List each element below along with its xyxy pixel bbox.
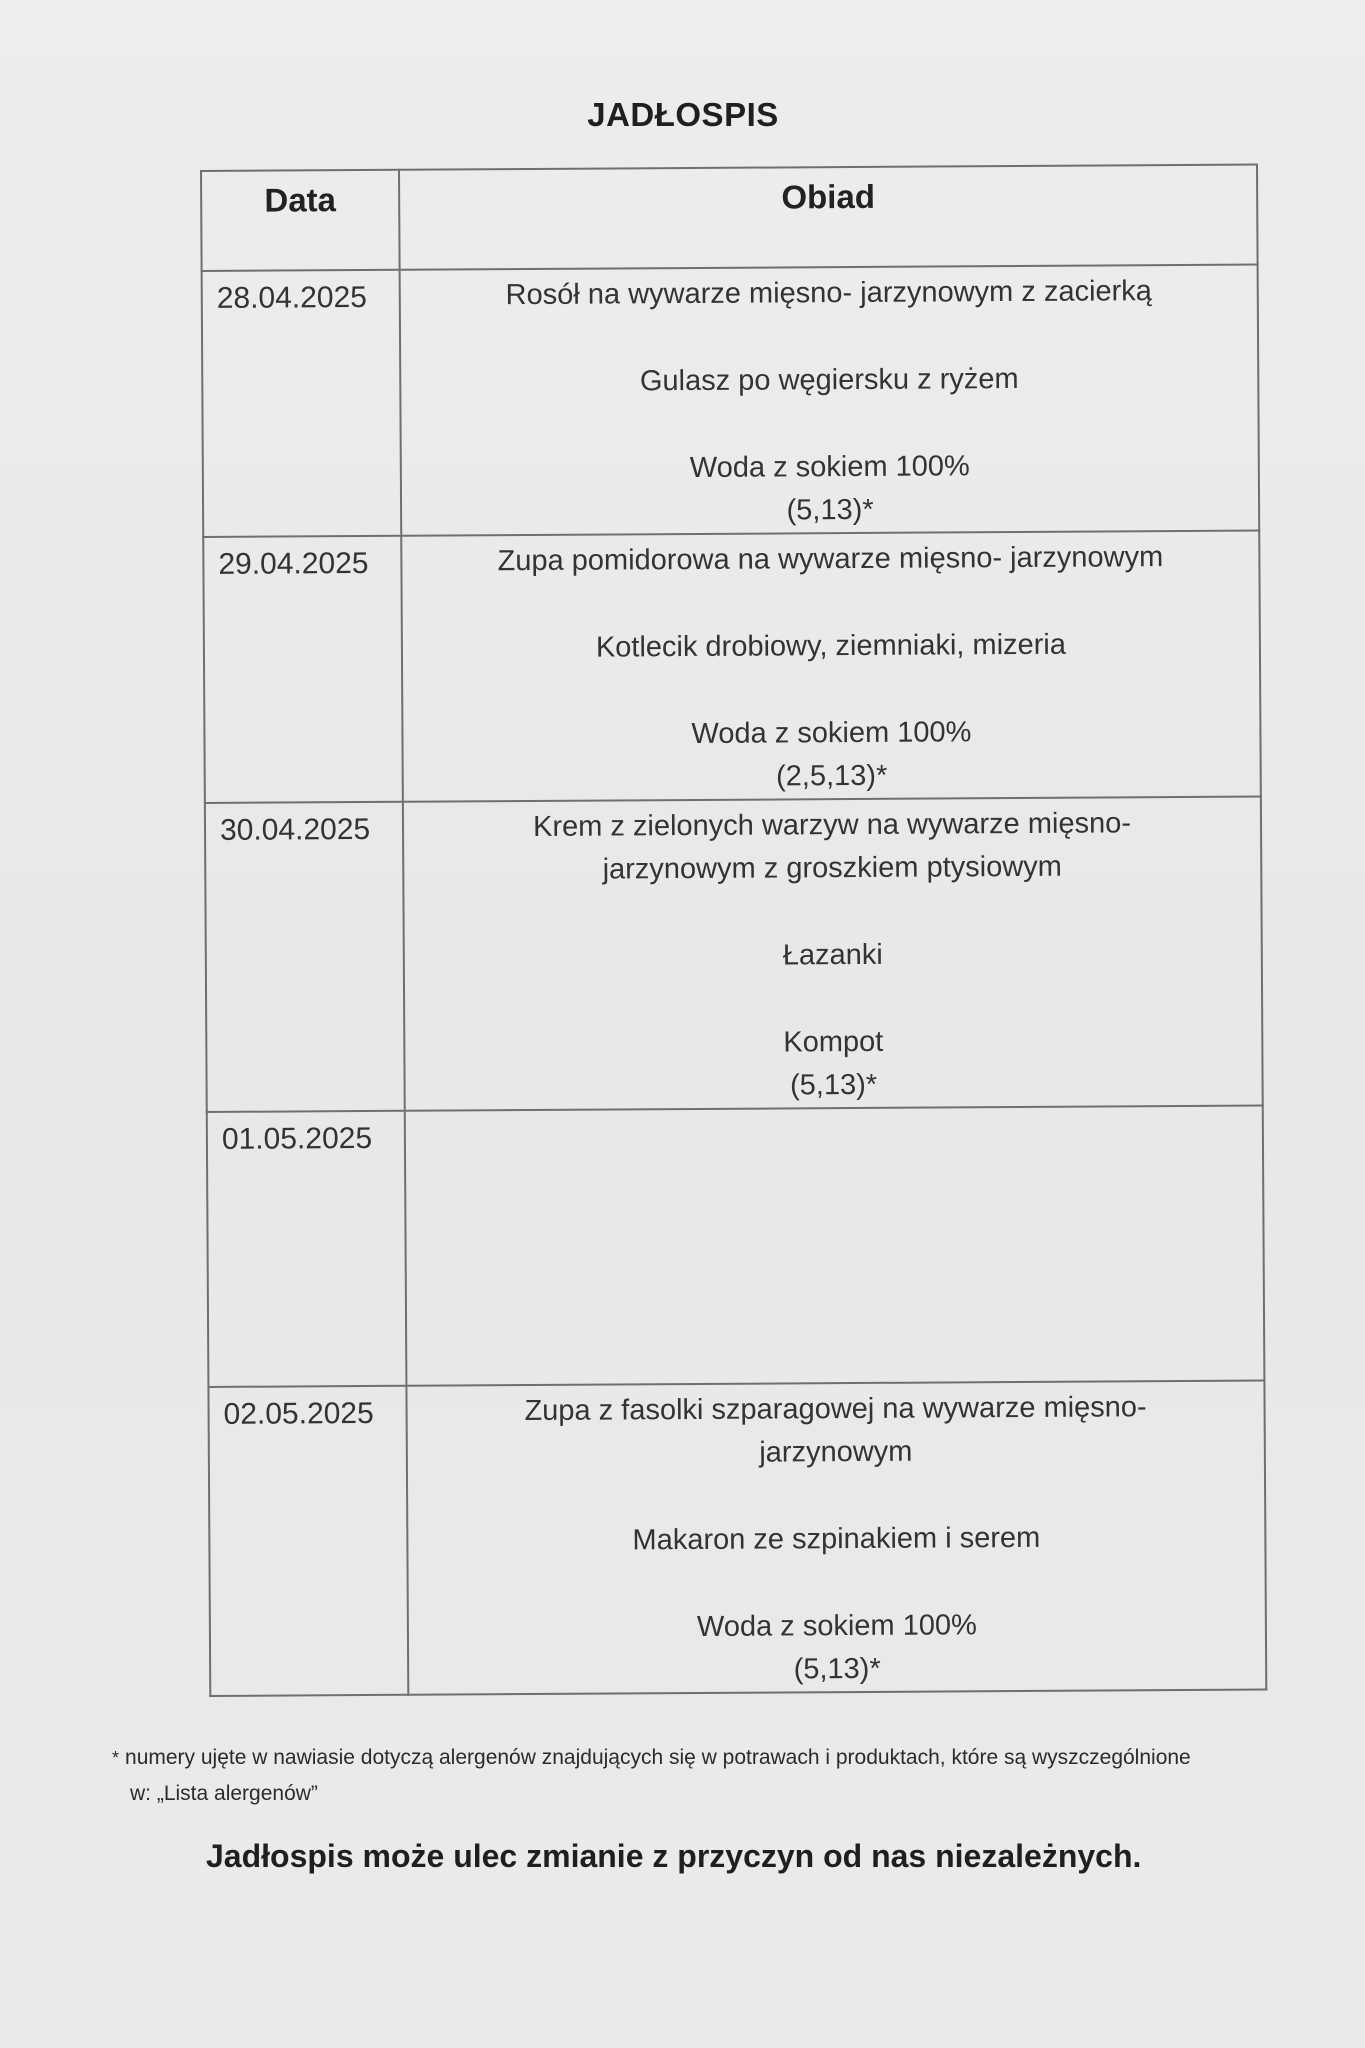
row-date: 01.05.2025 [207, 1111, 407, 1387]
soup-text-line-1: Zupa z fasolki szparagowej na wywarze mięsno- [524, 1391, 1147, 1428]
table-row [202, 265, 1260, 537]
main-dish-text: Makaron ze szpinakiem i serem [632, 1521, 1041, 1557]
main-dish-text: Gulasz po węgiersku z ryżem [639, 363, 1019, 398]
footnote-marker: * [112, 1748, 120, 1768]
row-date: 28.04.2025 [202, 270, 402, 537]
allergens-text: (2,5,13)* [775, 759, 888, 793]
drink-text: Woda z sokiem 100% [696, 1609, 977, 1643]
soup-text: Zupa pomidorowa na wywarze mięsno- jarzynowym [497, 541, 1164, 578]
page-title: JADŁOSPIS [587, 96, 779, 133]
menu-table [200, 164, 1267, 1697]
soup-text-line-2: jarzynowym z groszkiem ptysiowym [602, 850, 1062, 886]
soup-text-line-2: jarzynowym [759, 1435, 913, 1469]
soup-text-line-1: Krem z zielonych warzyw na wywarze mięsno- [532, 807, 1132, 843]
row-meal [401, 531, 1261, 802]
footnote-text: numery ujęte w nawiasie dotyczą alergenów znajdujących się w potrawach i produktach, które są wyszczególnione [125, 1746, 1191, 1769]
main-dish-text: Kotlecik drobiowy, ziemniaki, mizeria [595, 628, 1067, 664]
change-notice: Jadłospis może ulec zmianie z przyczyn od nas niezależnych. [206, 1838, 1142, 1874]
allergen-footnote [112, 1740, 1292, 1812]
row-meal [400, 265, 1260, 536]
column-header-meal: Obiad [399, 165, 1258, 270]
soup-text: Rosół na wywarze mięsno- jarzynowym z zacierką [505, 275, 1152, 312]
table-header-row [201, 165, 1258, 271]
row-meal-empty [405, 1106, 1265, 1386]
row-date: 30.04.2025 [205, 802, 405, 1112]
row-meal [406, 1381, 1266, 1695]
row-meal [403, 797, 1263, 1111]
table-row [205, 797, 1263, 1112]
footnote-line-2: w: „Lista alergenów” [130, 1782, 318, 1805]
main-dish-text: Łazanki [782, 938, 883, 972]
table-row [207, 1106, 1265, 1387]
drink-text: Woda z sokiem 100% [689, 450, 970, 485]
row-date: 02.05.2025 [208, 1386, 408, 1696]
allergens-text: (5,13)* [789, 1068, 878, 1102]
allergens-text: (5,13)* [786, 493, 874, 527]
table-row [203, 531, 1261, 803]
column-header-date: Data [201, 170, 400, 271]
drink-text: Kompot [783, 1025, 884, 1059]
row-date: 29.04.2025 [203, 536, 403, 803]
allergens-text: (5,13)* [793, 1652, 881, 1686]
drink-text: Woda z sokiem 100% [691, 716, 972, 751]
table-row [208, 1381, 1266, 1696]
footnote-line-1 [112, 1740, 1292, 1776]
